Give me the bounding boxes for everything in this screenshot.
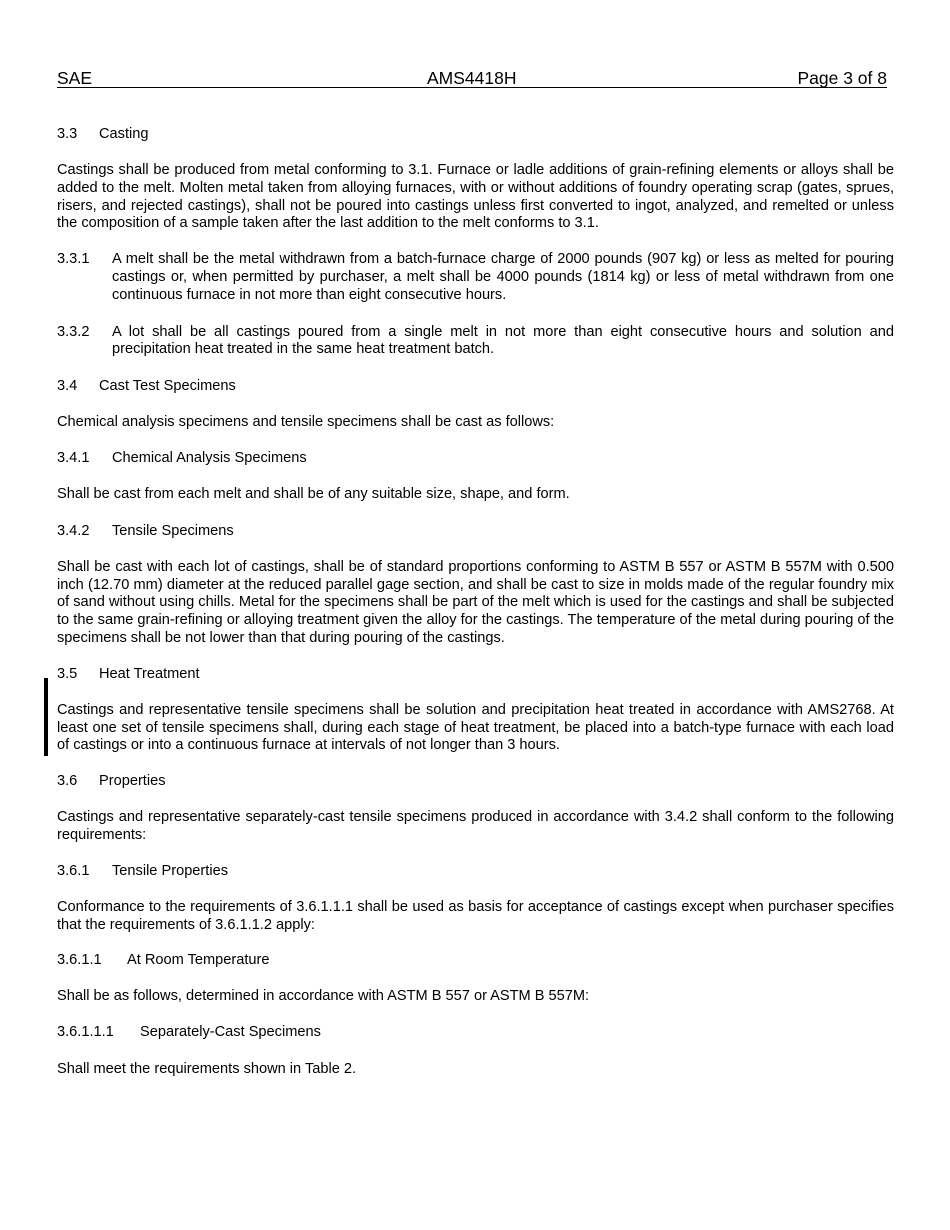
- document-body: [57, 126, 894, 1079]
- section-title: Properties: [99, 773, 166, 790]
- revision-change-bar: [44, 678, 48, 756]
- section-title: Cast Test Specimens: [99, 378, 236, 395]
- section-number: 3.4.1: [57, 449, 90, 466]
- header-page-number: Page 3 of 8: [797, 68, 887, 88]
- header-doc-number: AMS4418H: [427, 68, 517, 88]
- section-3-6-1-1-text: Shall be as follows, determined in accordance with ASTM B 557 or ASTM B 557M:: [57, 988, 590, 1005]
- section-3-3-text: Castings shall be produced from metal conforming to 3.1. Furnace or ladle additions of grain-refining elements or alloys shall be added to the melt. Molten metal taken from alloying furnaces, with or without additions of foundry operating scrap (gates, sprues, risers, and rejected castings), shall not be poured into castings unless first converted to ingot, analyzed, and remelted or unless the composition of a sample taken after the last addition to the melt conforms to 3.1.: [57, 162, 894, 232]
- section-number: 3.6.1: [57, 862, 90, 879]
- section-title: Casting: [99, 126, 149, 142]
- page-header: [57, 68, 887, 88]
- section-title: Chemical Analysis Specimens: [112, 449, 307, 466]
- section-title: Heat Treatment: [99, 665, 200, 682]
- clause-text: A lot shall be all castings poured from a single melt in not more than eight consecutive hours and solution and precipitation heat treated in the same heat treatment batch.: [112, 323, 894, 358]
- section-heading-3-4: [57, 378, 894, 396]
- section-heading-3-6-1-1: [57, 952, 894, 970]
- section-3-4-text: Chemical analysis specimens and tensile specimens shall be cast as follows:: [57, 414, 555, 431]
- clause-number: 3.3.1: [57, 251, 90, 268]
- section-number: 3.3: [57, 126, 78, 142]
- section-title: Tensile Properties: [112, 862, 228, 879]
- section-title: At Room Temperature: [127, 952, 270, 969]
- clause-text: A melt shall be the metal withdrawn from a batch-furnace charge of 2000 pounds (907 kg) or less as melted for pouring castings or, when permitted by purchaser, a melt shall be 4000 pounds (1814 kg) or less of metal withdrawn from one continuous furnace in not more than eight consecutive hours.: [112, 251, 894, 303]
- section-heading-3-6-1-1-1: [57, 1024, 894, 1042]
- section-3-5-text: Castings and representative tensile specimens shall be solution and precipitation heat treated in accordance with AMS2768. At least one set of tensile specimens shall, during each stage of heat treatment, be placed into a batch-type furnace with each load of castings or into a continuous furnace at intervals of not longer than 3 hours.: [57, 701, 894, 754]
- section-number: 3.6.1.1: [57, 952, 102, 969]
- section-3-6-text: Castings and representative separately-cast tensile specimens produced in accordance with 3.4.2 shall conform to the following requirements:: [57, 809, 894, 843]
- clause-number: 3.3.2: [57, 323, 90, 340]
- section-heading-3-4-1: [57, 450, 894, 468]
- section-number: 3.6: [57, 773, 78, 790]
- section-3-4-1-text: Shall be cast from each melt and shall be of any suitable size, shape, and form.: [57, 485, 570, 502]
- header-org: SAE: [57, 68, 93, 88]
- section-number: 3.5: [57, 665, 78, 682]
- section-heading-3-5: [57, 666, 894, 684]
- section-heading-3-3: [57, 126, 894, 144]
- section-heading-3-6: [57, 773, 894, 791]
- section-heading-3-6-1: [57, 863, 894, 881]
- section-title: Tensile Specimens: [112, 522, 234, 539]
- section-3-6-1-text: Conformance to the requirements of 3.6.1.1.1 shall be used as basis for acceptance of castings except when purchaser specifies that the requirements of 3.6.1.1.2 apply:: [57, 898, 894, 933]
- section-heading-3-4-2: [57, 523, 894, 541]
- section-3-6-1-1-1-text: Shall meet the requirements shown in Table 2.: [57, 1061, 357, 1078]
- clause-3-3-1: [57, 251, 894, 304]
- section-number: 3.6.1.1.1: [57, 1024, 114, 1041]
- section-number: 3.4.2: [57, 522, 90, 539]
- clause-3-3-2: [57, 324, 894, 360]
- section-number: 3.4: [57, 378, 78, 395]
- section-3-4-2-text: Shall be cast with each lot of castings, shall be of standard proportions conforming to ASTM B 557 or ASTM B 557M with 0.500 inch (12.70 mm) diameter at the reduced parallel gage section, and shall be cast to size in molds made of the regular foundry mix of sand without using chills. Metal for the specimens shall be part of the melt which is used for the castings and shall be subjected to the same grain-refining or alloying treatment given the alloy for the castings. The temperature of the metal during pouring of the specimens shall be not lower than that during pouring of the castings.: [57, 558, 894, 646]
- section-title: Separately-Cast Specimens: [140, 1024, 321, 1041]
